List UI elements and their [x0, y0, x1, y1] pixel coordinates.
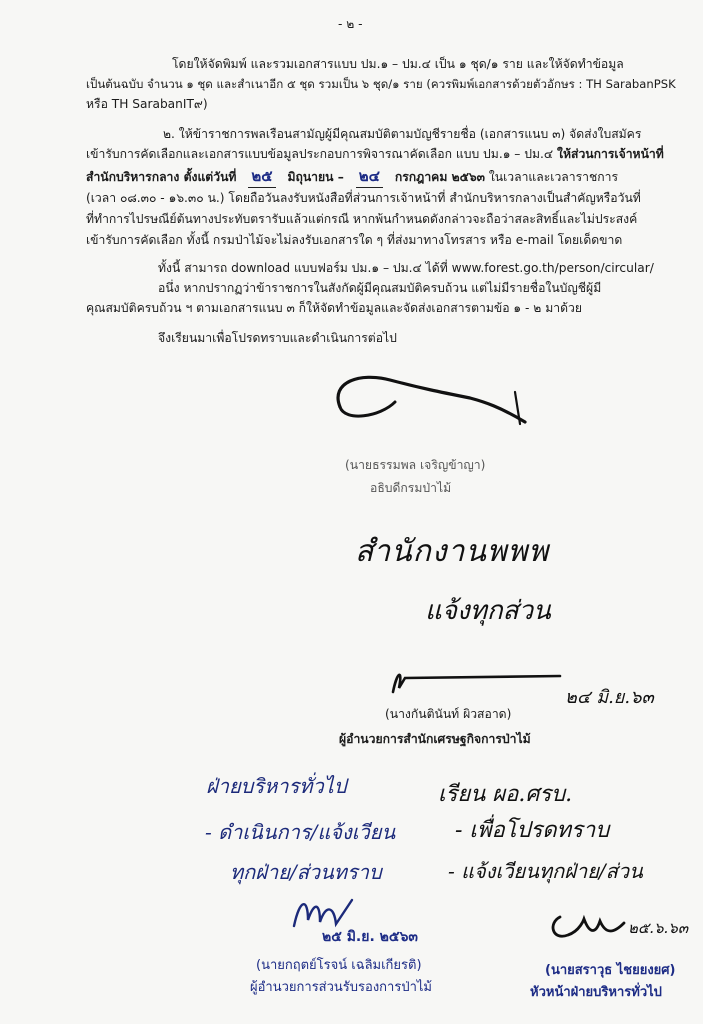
- routing-right-line2: - เพื่อโปรดทราบ: [455, 818, 610, 843]
- para2-line2-bold: ให้ส่วนการเจ้าหน้าที่: [557, 147, 664, 161]
- director-general-title: อธิบดีกรมป่าไม้: [370, 481, 452, 495]
- closing-text: จึงเรียนมาเพื่อโปรดทราบและดำเนินการต่อไป: [158, 331, 397, 345]
- routing-left-line3: ทุกฝ่าย/ส่วนทราบ: [230, 860, 382, 884]
- economic-director-title: ผู้อำนวยการสำนักเศรษฐกิจการป่าไม้: [339, 732, 531, 746]
- routing-left-line1: ฝ่ายบริหารทั่วไป: [206, 774, 347, 798]
- para3-line1: ทั้งนี้ สามารถ download แบบฟอร์ม ปม.๑ – ปม.๔ ได้ที่ www.forest.go.th/person/circular/: [158, 261, 654, 275]
- para1-line2: เป็นต้นฉบับ จำนวน ๑ ชุด และสำเนาอีก ๕ ชุด รวมเป็น ๖ ชุด/๑ ราย (ควรพิมพ์เอกสารด้วยตัวอักษร : TH SarabanPSK: [86, 77, 676, 91]
- routing-right-line3: - แจ้งเวียนทุกฝ่าย/ส่วน: [448, 859, 643, 883]
- regional-director-title: ผู้อำนวยการส่วนรับรองการป่าไม้: [250, 980, 432, 995]
- deadline-end-month: กรกฎาคม ๒๕๖๓: [394, 170, 485, 184]
- deadline-start-month: มิถุนายน –: [287, 170, 344, 184]
- director-general-name: (นายธรรมพล เจริญข้าญา): [345, 458, 486, 472]
- economic-director-signature: [385, 660, 565, 700]
- para2-line3: [86, 166, 618, 188]
- admin-head-signature: [548, 905, 628, 945]
- handwritten-note-1: สำนักงานพพพ: [355, 534, 550, 569]
- admin-head-date-mark: ๒๕.๖.๖๓: [628, 919, 689, 937]
- para2-line1: ๒. ให้ข้าราชการพลเรือนสามัญผู้มีคุณสมบัติตามบัญชีรายชื่อ (เอกสารแนบ ๓) จัดส่งใบสมัคร: [163, 127, 642, 141]
- economic-director-name: (นางกันตินันท์ ผิวสอาด): [385, 707, 512, 721]
- para2-line5: ที่ทำการไปรษณีย์ต้นทางประทับตรารับแล้วแต่กรณี หากพ้นกำหนดดังกล่าวจะถือว่าสละสิทธิ์และไม่ประสงค์: [86, 212, 638, 226]
- para2-line3-bold: สำนักบริหารกลาง ตั้งแต่วันที่: [86, 170, 237, 184]
- admin-head-title: หัวหน้าฝ่ายบริหารทั่วไป: [530, 985, 662, 1000]
- handwritten-date-note: ๒๔ มิ.ย.๖๓: [565, 687, 654, 708]
- director-signature: [320, 362, 530, 432]
- deadline-end-day: ๒๔: [356, 166, 383, 188]
- para2-line4: (เวลา ๐๘.๓๐ - ๑๖.๓๐ น.) โดยถือวันลงรับหนังสือที่ส่วนการเจ้าหน้าที่ สำนักบริหารกลางเป็นสำคัญหรือวันที่: [86, 191, 641, 205]
- handwritten-note-2: แจ้งทุกส่วน: [425, 596, 551, 626]
- para1-line3: หรือ TH SarabanIT๙): [86, 97, 208, 111]
- deadline-start-day: ๒๕: [248, 166, 275, 188]
- routing-right-line1: เรียน ผอ.ศรบ.: [438, 782, 573, 807]
- para3-line3: คุณสมบัติครบถ้วน ฯ ตามเอกสารแนบ ๓ ก็ให้จัดทำข้อมูลและจัดส่งเอกสารตามข้อ ๑ - ๒ มาด้วย: [86, 301, 582, 315]
- para3-line2: อนึ่ง หากปรากฏว่าข้าราชการในสังกัดผู้มีคุณสมบัติครบถ้วน แต่ไม่มีรายชื่อในบัญชีผู้มี: [158, 281, 602, 295]
- routing-left-line2: - ดำเนินการ/แจ้งเวียน: [205, 820, 396, 844]
- para2-line2-normal: เข้ารับการคัดเลือกและเอกสารแบบข้อมูลประกอบการพิจารณาคัดเลือก แบบ ปม.๑ – ปม.๔: [86, 147, 554, 161]
- para1-line1: โดยให้จัดพิมพ์ และรวมเอกสารแบบ ปม.๑ – ปม.๔ เป็น ๑ ชุด/๑ ราย และให้จัดทำข้อมูล: [172, 57, 624, 71]
- regional-director-name: (นายกฤตย์โรจน์ เฉลิมเกียรติ): [256, 958, 422, 973]
- admin-head-name: (นายสราวุธ ไชยยงยศ): [545, 963, 676, 978]
- stamp-date: ๒๕ มิ.ย. ๒๕๖๓: [322, 929, 418, 945]
- para2-line3-rest: ในเวลาและเวลาราชการ: [488, 170, 619, 184]
- para2-line2: [86, 144, 664, 165]
- para2-line6: เข้ารับการคัดเลือก ทั้งนี้ กรมป่าไม้จะไม่ลงรับเอกสารใด ๆ ที่ส่งมาทางโทรสาร หรือ e-mail โดยเด็ดขาด: [86, 233, 623, 247]
- page-number: - ๒ -: [338, 17, 363, 31]
